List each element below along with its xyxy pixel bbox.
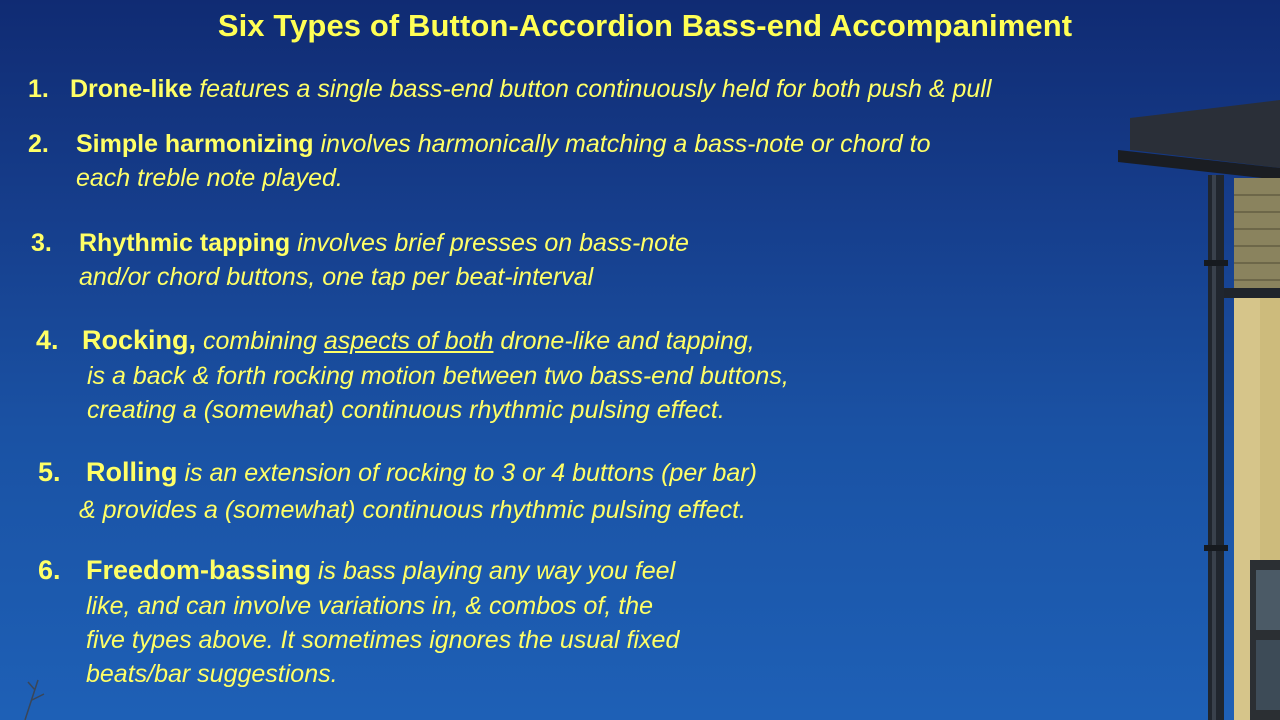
item-number: 2. <box>28 130 49 158</box>
item-term: Rhythmic tapping <box>79 229 291 257</box>
building-image <box>1100 0 1280 720</box>
item-term: Freedom-bassing <box>86 555 312 585</box>
list-item-1 <box>28 72 991 106</box>
item-term: Drone-like <box>70 75 193 103</box>
item-description-continued: & provides a (somewhat) continuous rhythmic pulsing effect. <box>79 496 746 524</box>
list-item-2 <box>28 127 931 195</box>
item-description: involves brief presses on bass-note <box>297 229 689 257</box>
item-description-underlined: aspects of both <box>323 327 494 355</box>
item-number: 3. <box>31 229 52 257</box>
item-term: Rocking, <box>82 325 197 355</box>
item-description-continued: like, and can involve variations in, & combos of, the <box>86 592 653 620</box>
tree-branch-icon <box>20 670 50 720</box>
item-number: 5. <box>38 457 61 487</box>
item-number: 4. <box>36 325 59 355</box>
item-description-continued: five types above. It sometimes ignores the usual fixed <box>86 626 680 654</box>
item-number: 1. <box>28 75 49 103</box>
item-term: Rolling <box>86 457 178 487</box>
item-description-continued: creating a (somewhat) continuous rhythmic pulsing effect. <box>87 396 725 424</box>
item-description-continued: is a back & forth rocking motion between two bass-end buttons, <box>87 362 789 390</box>
list-item-4 <box>36 322 789 427</box>
slide-title: Six Types of Button-Accordion Bass-end Accompaniment <box>217 8 1073 43</box>
item-description: is an extension of rocking to 3 or 4 buttons (per bar) <box>184 459 757 487</box>
item-term: Simple harmonizing <box>76 130 314 158</box>
item-description: is bass playing any way you feel <box>318 557 676 585</box>
item-description: involves harmonically matching a bass-note or chord to <box>320 130 931 158</box>
list-item-3 <box>31 226 689 294</box>
list-item-5 <box>38 454 757 529</box>
item-description-continued: and/or chord buttons, one tap per beat-interval <box>79 263 594 291</box>
item-description: combining <box>202 327 317 355</box>
item-description-continued: beats/bar suggestions. <box>86 660 338 688</box>
item-description: features a single bass-end button continuously held for both push & pull <box>199 75 992 103</box>
item-description-post: drone-like and tapping, <box>500 327 755 355</box>
item-number: 6. <box>38 555 61 585</box>
item-description-continued: each treble note played. <box>76 164 343 192</box>
list-item-6 <box>38 552 679 691</box>
